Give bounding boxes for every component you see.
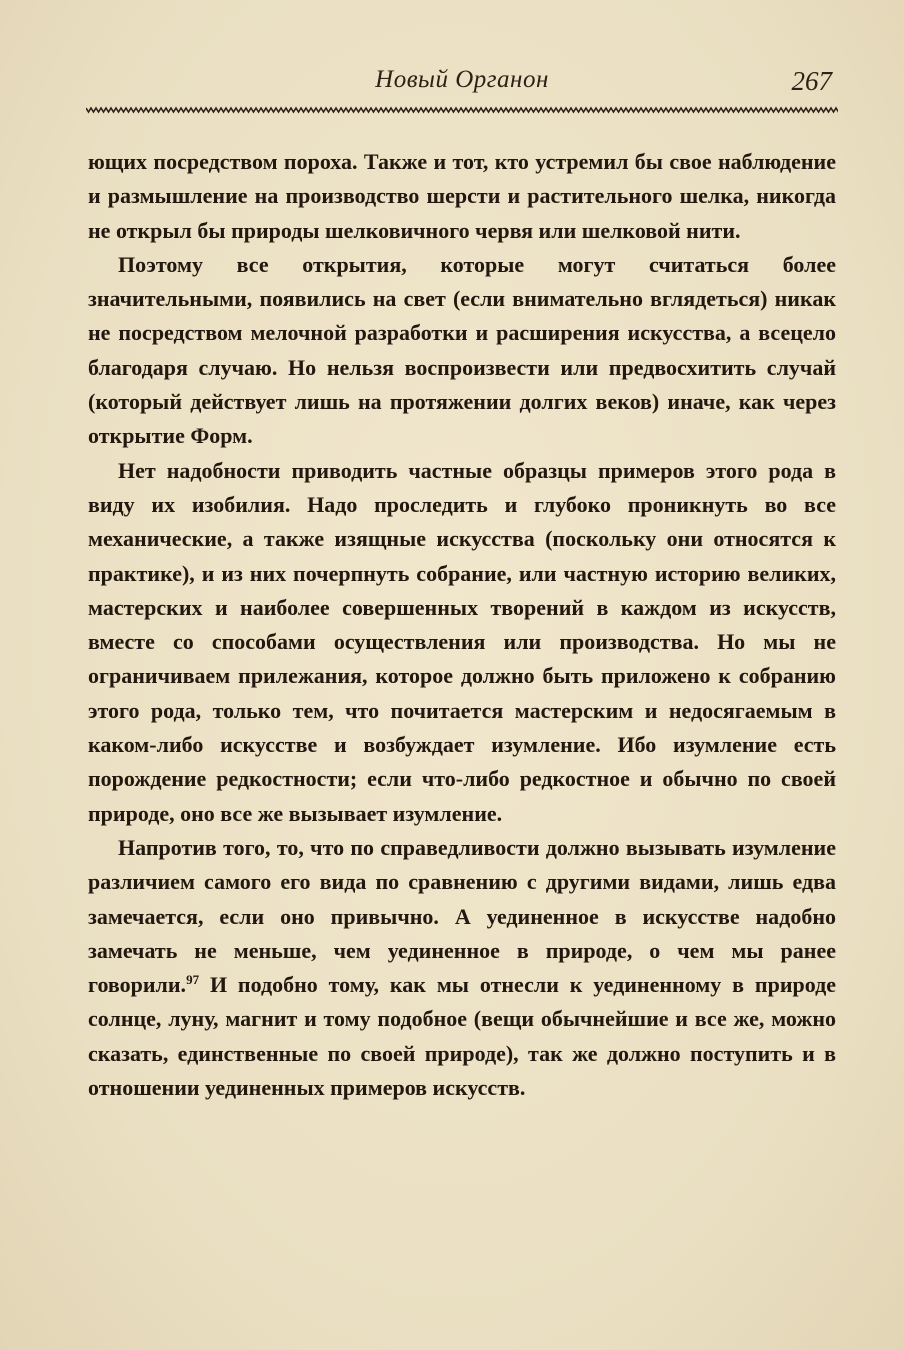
page-number: 267 <box>791 66 832 96</box>
decorative-zigzag-rule <box>86 106 838 114</box>
paragraph-1: ющих посредством пороха. Также и тот, кто устремил бы свое наблюдение и размышление на производство шерсти и растительного шелка, никогда не открыл бы природы шелковичного червя или шелковой нити. <box>88 149 836 243</box>
paragraph-3: Нет надобности приводить частные образцы примеров этого рода в виду их изобилия. Надо проследить и глубоко проникнуть во все механические, а также изящные искусства (поскольку они относятся к практике), и из них почерпнуть собрание, или частную историю великих, мастерских и наиболее совершенных творений в каждом из искусств, вместе со способами осуществления или производства. Но мы не ограничиваем прилежания, которое должно быть приложено к собранию этого рода, только тем, что почитается мастерским и недосягаемым в каком-либо искусстве и возбуждает изумление. Ибо изумление есть порождение редкостности; если что-либо редкостное и обычно по своей природе, оно все же вызывает изумление. <box>88 457 836 826</box>
paragraph-2: Поэтому все открытия, которые могут считаться более значительными, появились на свет (если внимательно вглядеться) никак не посредством мелочной разработки и расширения искусства, а всецело благодаря случаю. Но нельзя воспроизвести или предвосхитить случай (который действует лишь на протяжении долгих веков) иначе, как через открытие Форм. <box>88 251 836 449</box>
running-title: Новый Органон <box>375 66 549 93</box>
paragraph-4 <box>88 831 836 1105</box>
body-text <box>88 145 836 1105</box>
paragraph-4-part-1: Напротив того, то, что по справедливости должно вызывать изумление различием самого его вида по сравнению с другими видами, лишь едва замечается, если оно привычно. А уединенное в искусстве надобно замечать не меньше, чем уединенное в природе, о чем мы ранее говорили. <box>88 834 836 998</box>
footnote-reference[interactable]: 97 <box>186 972 200 988</box>
paragraph-4-part-2: И подобно тому, как мы отнесли к уединенному в природе солнце, луну, магнит и тому подобное (вещи обычнейшие и все же, можно сказать, единственные по своей природе), так же должно поступить и в отношении уединенных примеров искусств. <box>88 972 836 1101</box>
running-head <box>86 66 838 102</box>
